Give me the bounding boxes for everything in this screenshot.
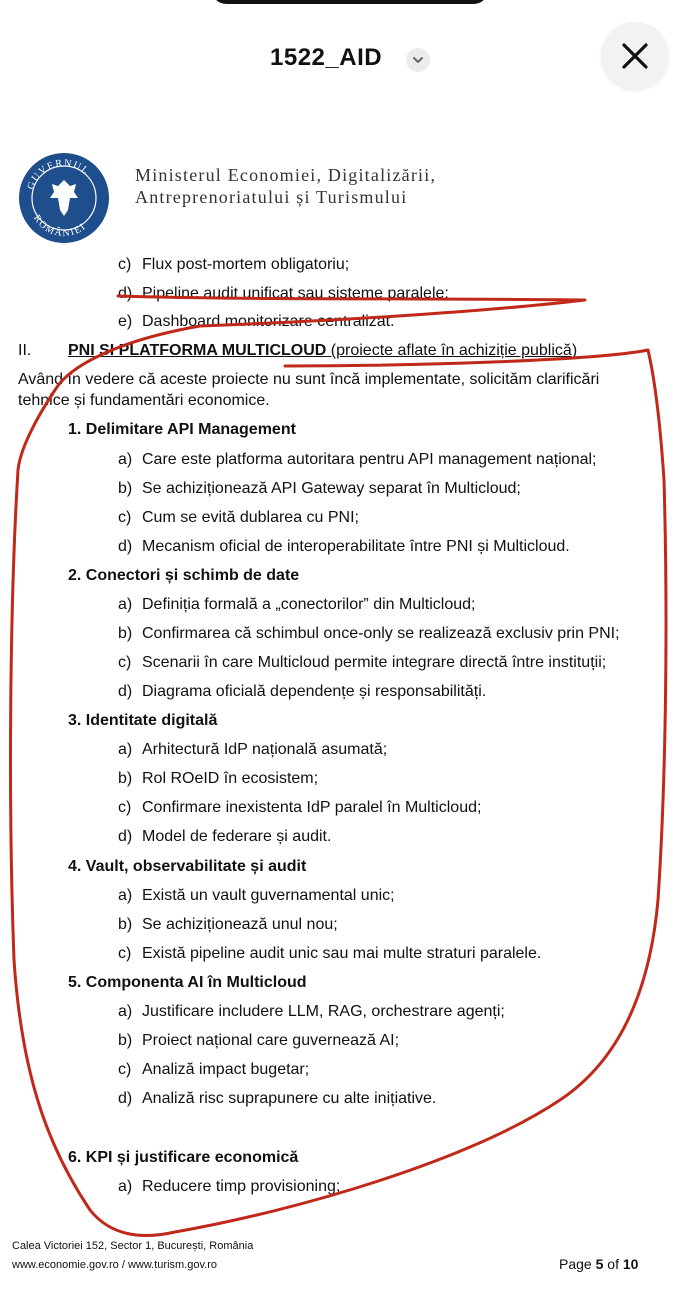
government-seal-icon [18,152,110,244]
list-item: c) Scenarii în care Multicloud permite integrare directă între instituții; [118,654,607,671]
close-button[interactable] [601,22,669,90]
document-page [0,120,700,1306]
section-number: II. [18,342,32,359]
list-item: a) Justificare includere LLM, RAG, orchestrare agenți; [118,1003,505,1020]
list-item: c) Există pipeline audit unic sau mai multe straturi paralele. [118,945,542,962]
document-title[interactable]: 1522_AID [270,44,383,71]
list-item: c) Confirmare inexistenta IdP paralel în Multicloud; [118,799,482,816]
group-title: 4. Vault, observabilitate și audit [68,858,307,875]
list-item: b) Proiect național care guvernează AI; [118,1032,400,1049]
ministry-line-1: Ministerul Economiei, Digitalizării, [135,165,437,185]
list-item: d) Mecanism oficial de interoperabilitate între PNI și Multicloud. [118,538,570,555]
svg-text:ROMÂNIEI: ROMÂNIEI [31,213,89,240]
ministry-name [135,164,436,208]
viewer-header [0,0,700,120]
ministry-line-2: Antreprenoriatului și Turismului [135,187,408,207]
group-title: 1. Delimitare API Management [68,421,296,438]
section-intro-line-1: Având în vedere că aceste proiecte nu sunt încă implementate, solicităm clarificări [18,371,600,388]
footer-address: Calea Victoriei 152, Sector 1, București, România [12,1240,254,1252]
group-title: 5. Componenta AI în Multicloud [68,974,307,991]
group-title: 2. Conectori și schimb de date [68,567,300,584]
section-intro-line-2: tehnice și fundamentări economice. [18,392,270,409]
close-icon [620,41,650,71]
list-item: a) Definiția formală a „conectorilor” din Multicloud; [118,596,476,613]
list-item: c) Analiză impact bugetar; [118,1061,310,1078]
page-number: Page 5 of 10 [559,1256,639,1272]
list-item: a) Există un vault guvernamental unic; [118,887,395,904]
list-item: d) Model de federare și audit. [118,828,332,845]
list-item: b) Se achiziționează unul nou; [118,916,338,933]
list-item: a) Care este platforma autoritara pentru API management național; [118,451,597,468]
list-item: a) Reducere timp provisioning; [118,1178,341,1195]
group-title: 6. KPI și justificare economică [68,1149,299,1166]
list-item: a) Arhitectură IdP națională asumată; [118,741,388,758]
group-title: 3. Identitate digitală [68,712,218,729]
list-item: e) Dashboard monitorizare centralizat. [118,313,395,330]
footer-website[interactable]: www.economie.gov.ro / www.turism.gov.ro [12,1259,217,1271]
list-item: b) Confirmarea că schimbul once-only se realizează exclusiv prin PNI; [118,625,620,642]
list-item: d) Diagrama oficială dependențe și responsabilități. [118,683,487,700]
list-item: d) Analiză risc suprapunere cu alte inițiative. [118,1090,437,1107]
section-heading: PNI SI PLATFORMA MULTICLOUD (proiecte aflate în achiziție publică) [68,342,578,359]
list-item: c) Flux post-mortem obligatoriu; [118,256,350,273]
list-item: c) Cum se evită dublarea cu PNI; [118,509,359,526]
chevron-down-icon[interactable] [406,48,430,72]
list-item: d) Pipeline audit unificat sau sisteme paralele; [118,285,449,302]
list-item: b) Rol ROeID în ecosistem; [118,770,319,787]
list-item: b) Se achiziționează API Gateway separat în Multicloud; [118,480,521,497]
svg-text:GUVERNUL: GUVERNUL [25,157,92,192]
